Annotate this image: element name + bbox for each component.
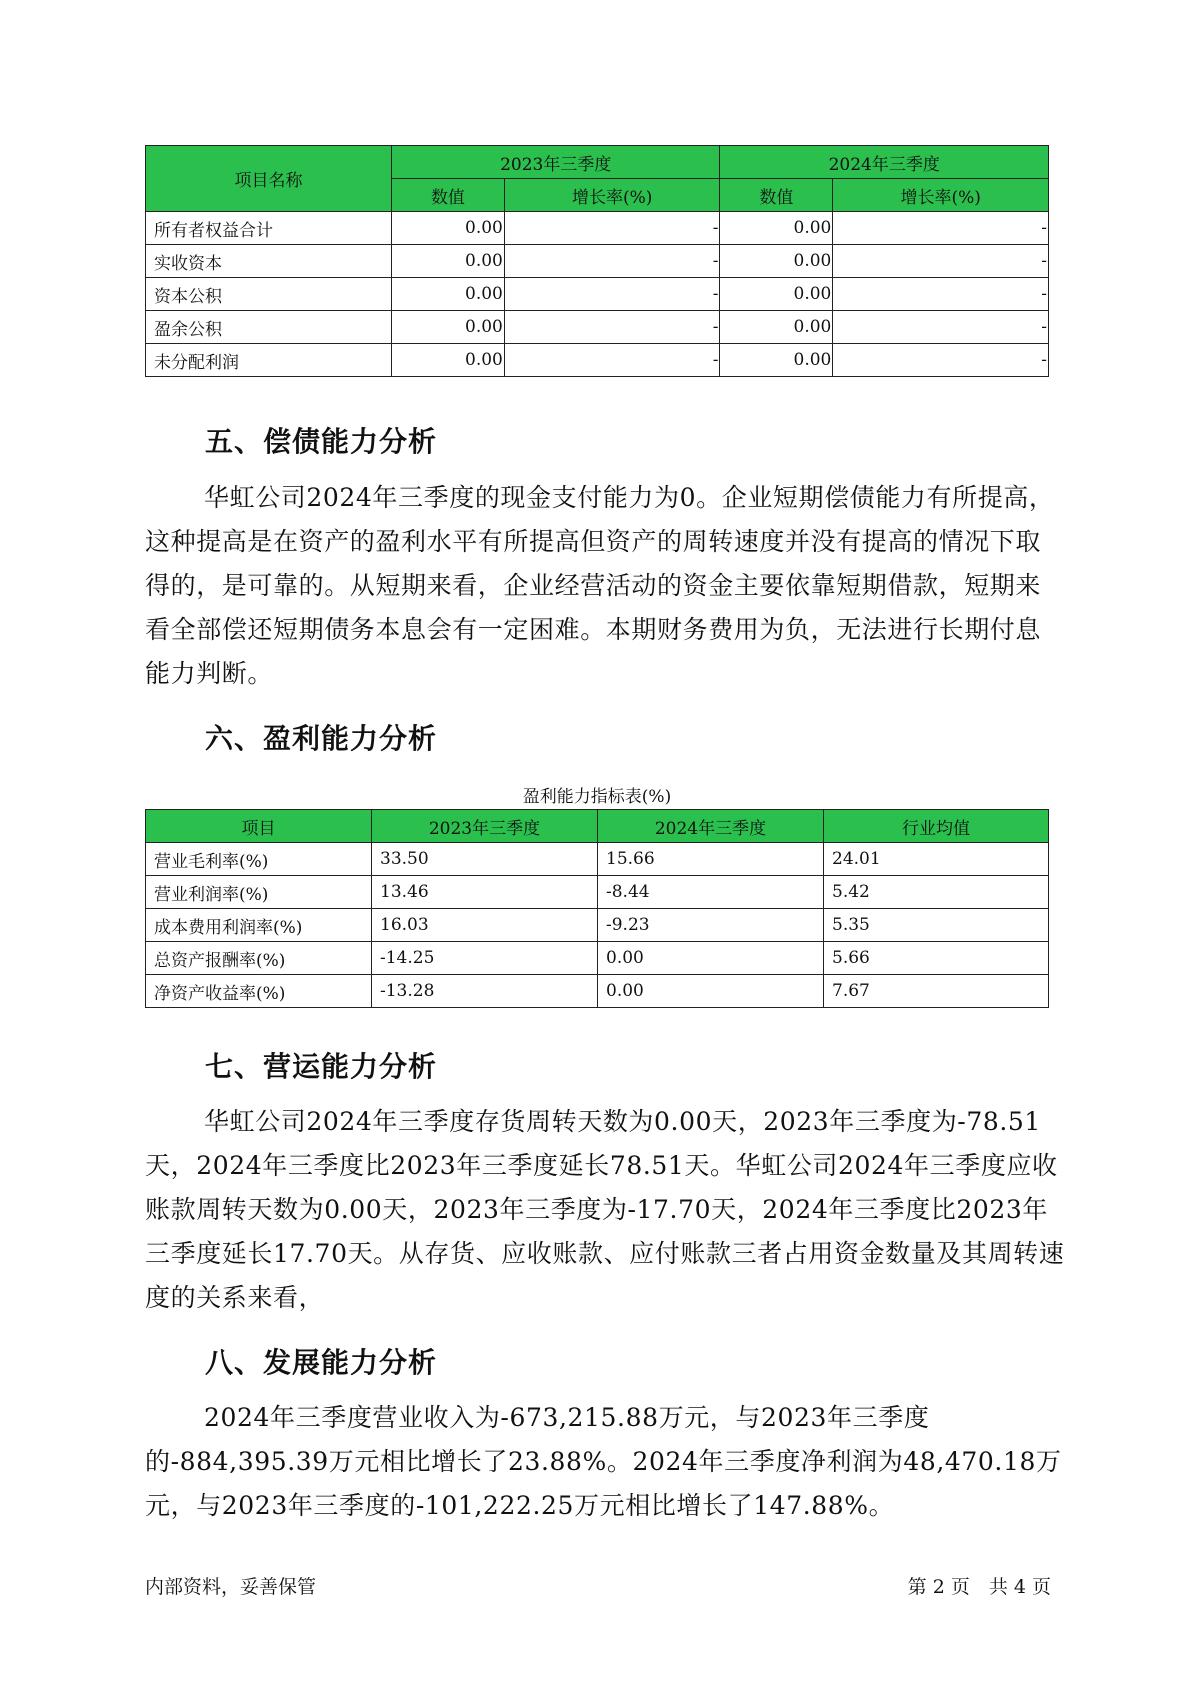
table-row (146, 843, 1049, 876)
value-industry: 5.35 (824, 909, 1049, 942)
value-industry: 7.67 (824, 975, 1049, 1008)
equity-header-2023: 2023年三季度 (392, 146, 720, 179)
value-2023: 0.00 (392, 278, 505, 311)
table-row (146, 245, 1049, 278)
table-row (146, 311, 1049, 344)
equity-header-growth-2023: 增长率(%) (504, 179, 720, 212)
value-2024: 0.00 (720, 278, 833, 311)
table-row (146, 344, 1049, 377)
growth-2024: - (833, 311, 1049, 344)
value-2023: 0.00 (392, 311, 505, 344)
growth-2023: - (504, 311, 720, 344)
section-heading-development: 八、发展能力分析 (205, 1346, 438, 1379)
value-2024: 0.00 (720, 311, 833, 344)
equity-header-2024: 2024年三季度 (720, 146, 1049, 179)
table-row (146, 876, 1049, 909)
row-label: 营业利润率(%) (146, 876, 372, 909)
value-2023: 0.00 (392, 245, 505, 278)
equity-header-growth-2024: 增长率(%) (833, 179, 1049, 212)
value-2023: 0.00 (392, 212, 505, 245)
profitability-table-caption: 盈利能力指标表(%) (522, 787, 672, 807)
header-industry-avg: 行业均值 (824, 810, 1049, 843)
table-row (146, 212, 1049, 245)
section-heading-solvency: 五、偿债能力分析 (205, 425, 438, 458)
value-industry: 5.42 (824, 876, 1049, 909)
profitability-table (145, 809, 1049, 1008)
value-2024: 0.00 (720, 212, 833, 245)
table-row (146, 909, 1049, 942)
row-label: 营业毛利率(%) (146, 843, 372, 876)
growth-2023: - (504, 212, 720, 245)
value-2024: 15.66 (598, 843, 824, 876)
growth-2024: - (833, 278, 1049, 311)
row-label: 实收资本 (146, 245, 392, 278)
value-2023: -13.28 (372, 975, 598, 1008)
section-heading-operation: 七、营运能力分析 (205, 1050, 438, 1083)
equity-table-header-row-1 (146, 146, 1049, 179)
table-row (146, 942, 1049, 975)
equity-header-item: 项目名称 (146, 146, 392, 212)
footer-confidential: 内部资料，妥善保管 (145, 1576, 317, 1598)
equity-header-value-2023: 数值 (392, 179, 505, 212)
section-text-operation: 华虹公司2024年三季度存货周转天数为0.00天，2023年三季度为-78.51天，2024年三季度比2023年三季度延长78.51天。华虹公司2024年三季度应收账款周转天数为0.00天，2023年三季度为-17.70天，2024年三季度比2023年三季度延长17.70天。从存货、应收账款、应付账款三者占用资金数量及其周转速度的关系来看， (145, 1107, 1065, 1312)
header-2024: 2024年三季度 (598, 810, 824, 843)
value-2024: 0.00 (720, 245, 833, 278)
growth-2024: - (833, 212, 1049, 245)
row-label: 所有者权益合计 (146, 212, 392, 245)
row-label: 盈余公积 (146, 311, 392, 344)
header-item: 项目 (146, 810, 372, 843)
row-label: 成本费用利润率(%) (146, 909, 372, 942)
growth-2023: - (504, 278, 720, 311)
value-2023: 13.46 (372, 876, 598, 909)
row-label: 总资产报酬率(%) (146, 942, 372, 975)
growth-2023: - (504, 344, 720, 377)
header-2023: 2023年三季度 (372, 810, 598, 843)
growth-2024: - (833, 245, 1049, 278)
value-2024: 0.00 (598, 942, 824, 975)
value-2024: 0.00 (598, 975, 824, 1008)
profitability-table-header (146, 810, 1049, 843)
table-row (146, 975, 1049, 1008)
section-text-solvency: 华虹公司2024年三季度的现金支付能力为0。企业短期偿债能力有所提高，这种提高是在资产的盈利水平有所提高但资产的周转速度并没有提高的情况下取得的，是可靠的。从短期来看，企业经营活动的资金主要依靠短期借款，短期来看全部偿还短期债务本息会有一定困难。本期财务费用为负，无法进行长期付息能力判断。 (145, 483, 1055, 688)
value-industry: 5.66 (824, 942, 1049, 975)
table-row (146, 278, 1049, 311)
value-2024: 0.00 (720, 344, 833, 377)
value-2024: -8.44 (598, 876, 824, 909)
growth-2023: - (504, 245, 720, 278)
row-label: 资本公积 (146, 278, 392, 311)
value-2023: -14.25 (372, 942, 598, 975)
value-2024: -9.23 (598, 909, 824, 942)
value-2023: 16.03 (372, 909, 598, 942)
value-industry: 24.01 (824, 843, 1049, 876)
equity-header-value-2024: 数值 (720, 179, 833, 212)
equity-table (145, 145, 1049, 377)
value-2023: 0.00 (392, 344, 505, 377)
row-label: 未分配利润 (146, 344, 392, 377)
growth-2024: - (833, 344, 1049, 377)
row-label: 净资产收益率(%) (146, 975, 372, 1008)
value-2023: 33.50 (372, 843, 598, 876)
section-heading-profitability: 六、盈利能力分析 (205, 722, 438, 755)
section-text-development: 2024年三季度营业收入为-673,215.88万元，与2023年三季度的-884,395.39万元相比增长了23.88%。2024年三季度净利润为48,470.18万元，与2023年三季度的-101,222.25万元相比增长了147.88%。 (145, 1403, 1062, 1520)
footer-page-number: 第 2 页 共 4 页 (907, 1576, 1051, 1598)
